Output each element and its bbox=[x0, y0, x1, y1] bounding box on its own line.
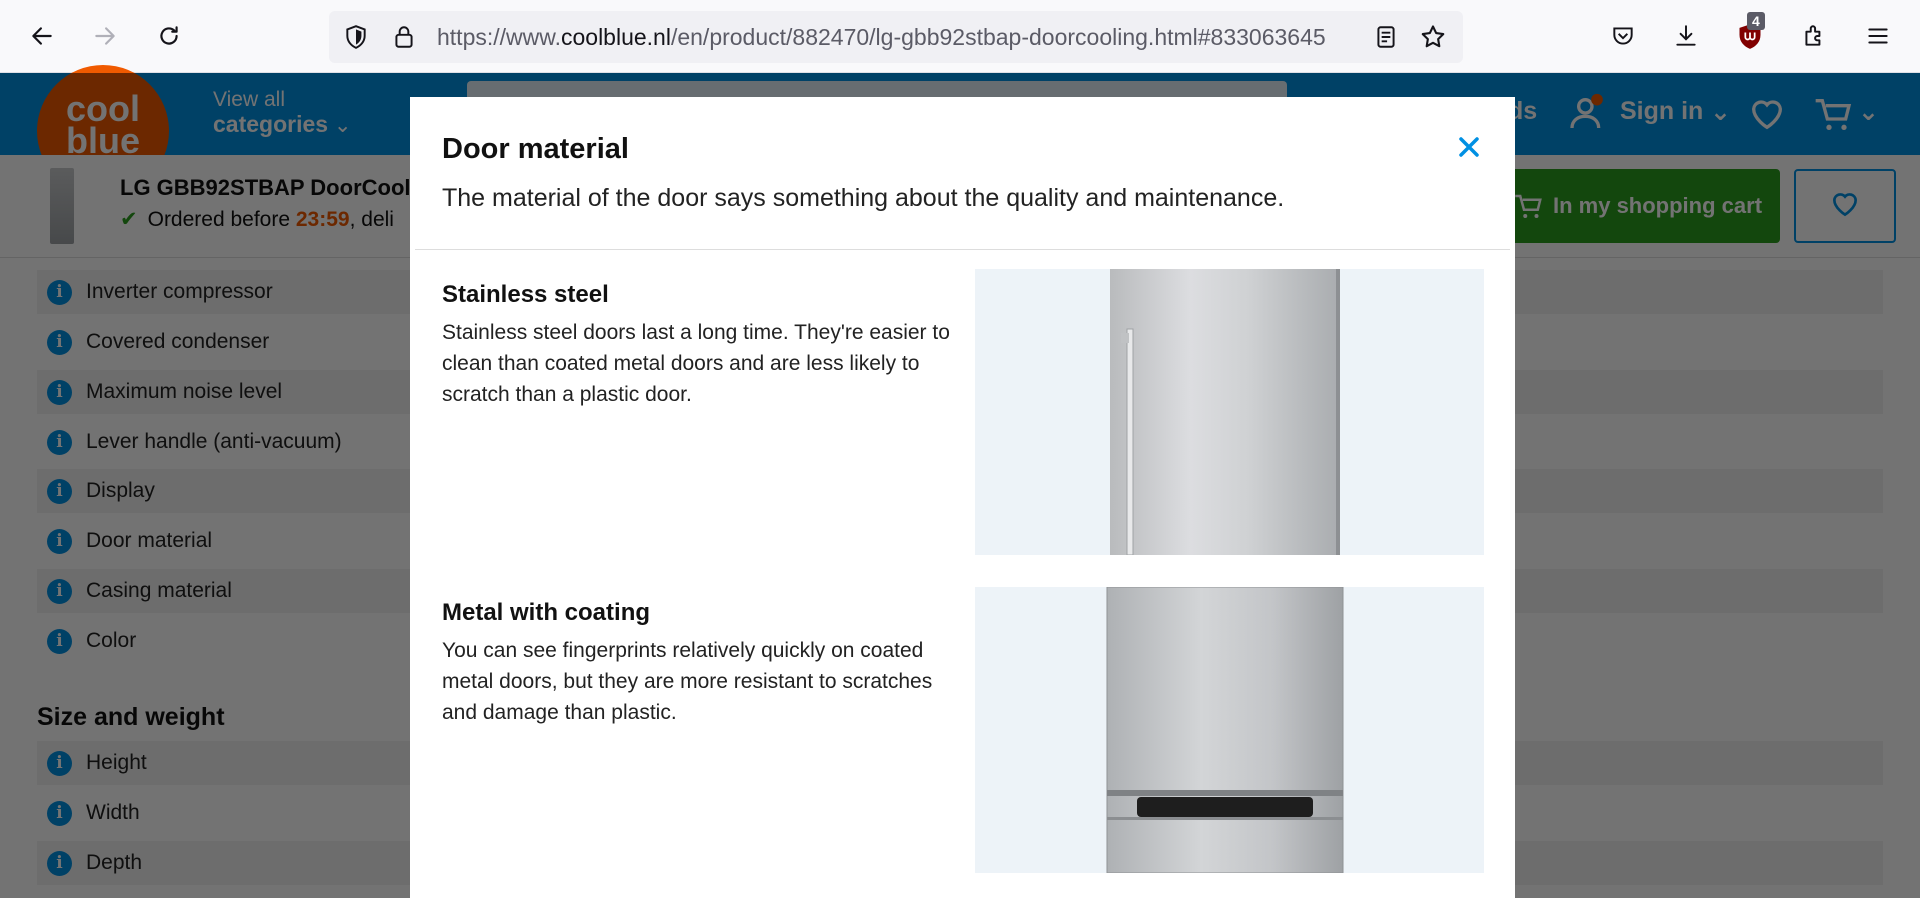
bookmark-star-icon[interactable] bbox=[1419, 23, 1447, 56]
lock-icon[interactable] bbox=[391, 24, 417, 55]
menu-icon[interactable] bbox=[1860, 18, 1896, 54]
downloads-icon[interactable] bbox=[1668, 18, 1704, 54]
forward-icon[interactable] bbox=[87, 18, 123, 54]
back-icon[interactable] bbox=[24, 18, 60, 54]
extension-badge: 4 bbox=[1747, 12, 1765, 30]
modal-subtitle: The material of the door says something about the quality and maintenance. bbox=[442, 184, 1285, 212]
divider bbox=[415, 249, 1510, 250]
door-material-modal: Door material The material of the door says something about the quality and maintenance. Stainless steel Stainless steel doors last a long time. They're easier to clean than coated metal doors and are less likely to scratch than a plastic door. Metal with coating You can see fingerprints relatively quickly on coated metal doors, but they are more resistant to scratches and damage than plastic. bbox=[410, 97, 1515, 898]
extensions-icon[interactable] bbox=[1796, 18, 1832, 54]
url-text[interactable]: https://www.coolblue.nl/en/product/882470/lg-gbb92stbap-doorcooling.html#833063645 bbox=[437, 24, 1326, 50]
coated-metal-door-image bbox=[975, 587, 1484, 873]
reader-view-icon[interactable] bbox=[1373, 24, 1399, 55]
reload-icon[interactable] bbox=[151, 18, 187, 54]
close-icon bbox=[1457, 135, 1481, 164]
browser-toolbar bbox=[0, 0, 1920, 73]
pocket-icon[interactable] bbox=[1605, 18, 1641, 54]
stainless-steel-door-image bbox=[975, 269, 1484, 555]
shield-icon[interactable] bbox=[343, 24, 369, 55]
url-bar[interactable] bbox=[329, 11, 1463, 63]
close-button[interactable] bbox=[1453, 133, 1485, 165]
modal-title: Door material bbox=[442, 133, 629, 165]
